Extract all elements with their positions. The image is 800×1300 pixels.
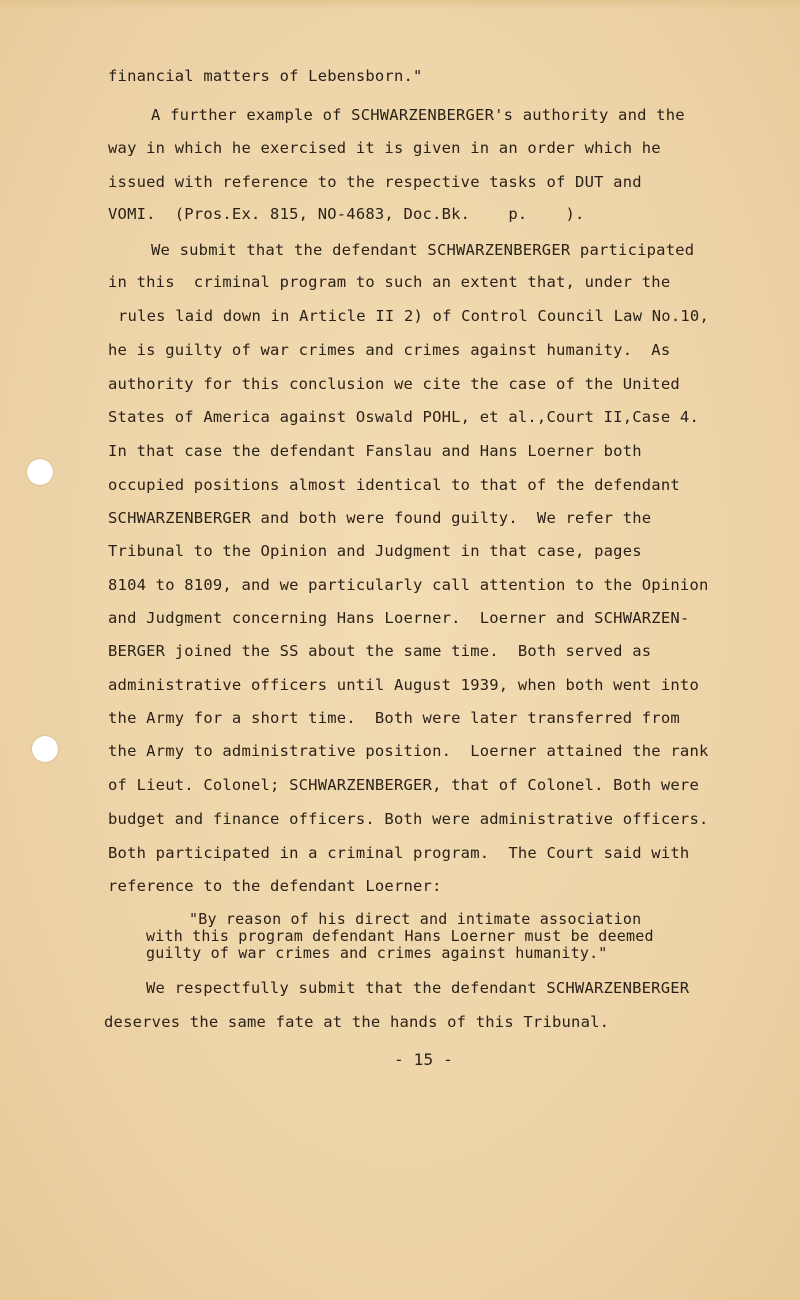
text-line: States of America against Oswald POHL, et al.,Court II,Case 4.: [108, 408, 699, 426]
text-line: SCHWARZENBERGER and both were found guilty. We refer the: [108, 509, 652, 527]
text-line: In that case the defendant Fanslau and Hans Loerner both: [108, 442, 642, 460]
quote-line: guilty of war crimes and crimes against humanity.": [146, 944, 608, 962]
text-line: occupied positions almost identical to that of the defendant: [108, 476, 680, 494]
text-line: in this criminal program to such an extent that, under the: [108, 273, 671, 291]
text-line: A further example of SCHWARZENBERGER's authority and the: [151, 106, 685, 124]
text-line: reference to the defendant Loerner:: [108, 877, 442, 895]
text-line: issued with reference to the respective tasks of DUT and: [108, 173, 642, 191]
text-line: 8104 to 8109, and we particularly call attention to the Opinion: [108, 576, 709, 594]
punch-hole-lower: [32, 736, 58, 762]
text-line: We respectfully submit that the defendant SCHWARZENBERGER: [146, 979, 690, 997]
text-line: and Judgment concerning Hans Loerner. Loerner and SCHWARZEN-: [108, 609, 690, 627]
quote-line: "By reason of his direct and intimate association: [189, 910, 642, 928]
text-line: the Army for a short time. Both were later transferred from: [108, 709, 680, 727]
text-line: BERGER joined the SS about the same time. Both served as: [108, 642, 652, 660]
page-number: - 15 -: [394, 1050, 453, 1069]
text-line: authority for this conclusion we cite the case of the United: [108, 375, 680, 393]
text-line: rules laid down in Article II 2) of Control Council Law No.10,: [118, 307, 709, 325]
text-line: We submit that the defendant SCHWARZENBERGER participated: [151, 241, 695, 259]
text-line: budget and finance officers. Both were administrative officers.: [108, 810, 709, 828]
text-line: deserves the same fate at the hands of this Tribunal.: [104, 1013, 610, 1031]
text-line: he is guilty of war crimes and crimes against humanity. As: [108, 341, 671, 359]
page-top-edge: [0, 0, 800, 10]
text-line: Tribunal to the Opinion and Judgment in that case, pages: [108, 542, 642, 560]
text-line: of Lieut. Colonel; SCHWARZENBERGER, that of Colonel. Both were: [108, 776, 699, 794]
text-line: financial matters of Lebensborn.": [108, 67, 423, 85]
text-line: the Army to administrative position. Loerner attained the rank: [108, 742, 709, 760]
text-line: Both participated in a criminal program. The Court said with: [108, 844, 690, 862]
text-line: administrative officers until August 1939, when both went into: [108, 676, 699, 694]
text-line: way in which he exercised it is given in an order which he: [108, 139, 661, 157]
text-line: VOMI. (Pros.Ex. 815, NO-4683, Doc.Bk. p. ).: [108, 205, 585, 223]
punch-hole-upper: [27, 459, 53, 485]
quote-line: with this program defendant Hans Loerner must be deemed: [146, 927, 654, 945]
